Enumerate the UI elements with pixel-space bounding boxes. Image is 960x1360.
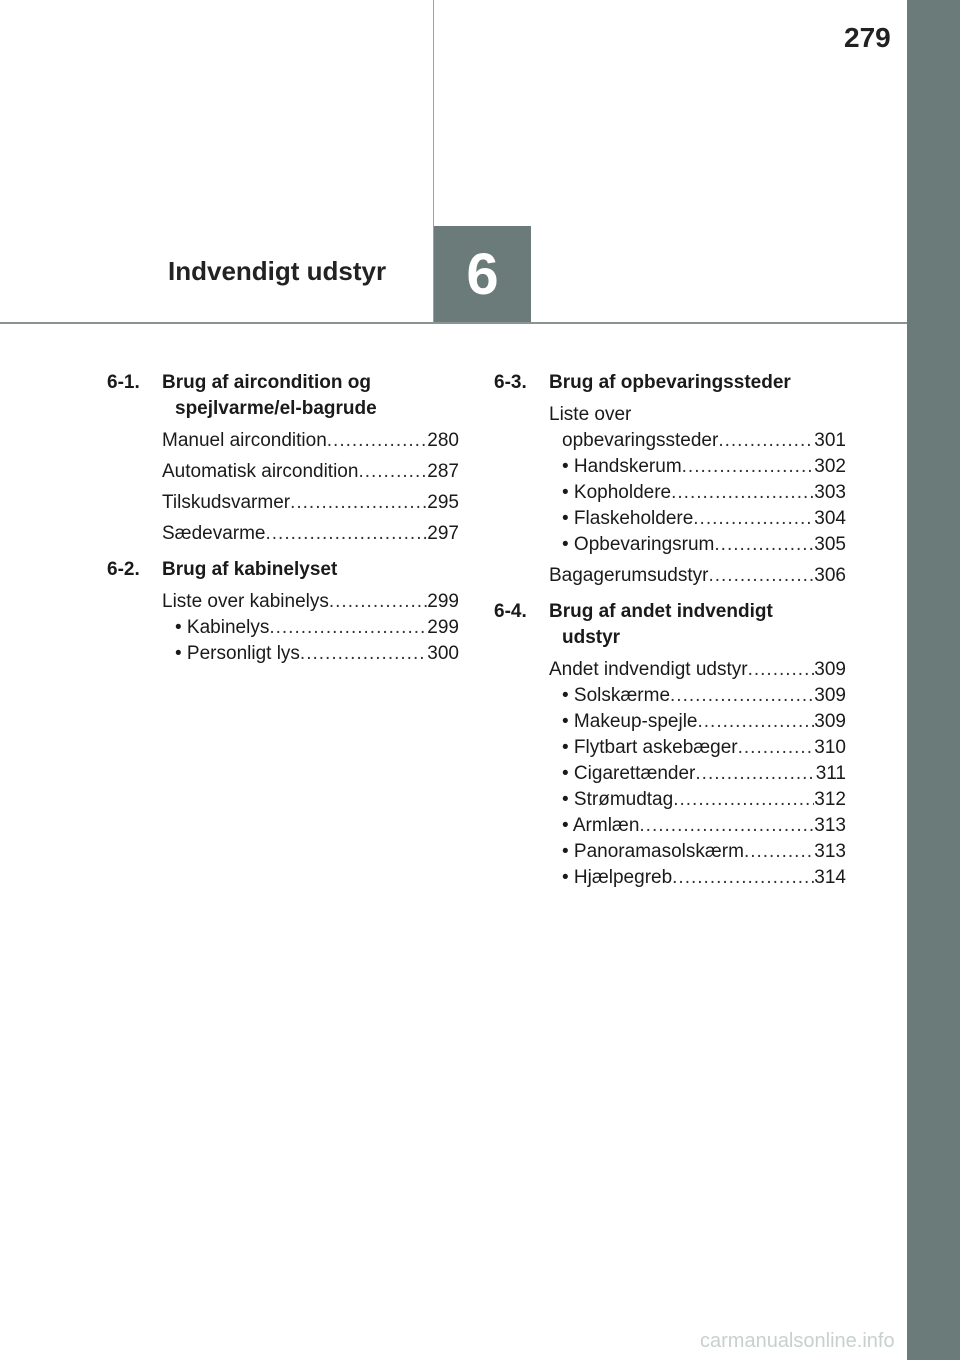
leader-dots (698, 709, 815, 735)
header-horizontal-rule (0, 322, 907, 324)
section-title (549, 599, 846, 651)
entry-page: 280 (427, 430, 459, 451)
entry-title: • Flaskeholdere (562, 508, 694, 529)
entry-title: • Opbevaringsrum (562, 534, 715, 555)
entry-page: 309 (814, 659, 846, 680)
toc-entry[interactable] (162, 641, 459, 667)
leader-dots (673, 787, 814, 813)
section-heading[interactable] (494, 599, 846, 651)
entry-page: 312 (814, 789, 846, 810)
entry-page: 314 (814, 867, 846, 888)
section-title-line-1: Brug af aircondition og (162, 372, 371, 393)
leader-dots (269, 615, 427, 641)
entry-page: 297 (427, 523, 459, 544)
toc-entry[interactable] (549, 532, 846, 558)
entry-title: • Kopholdere (562, 482, 672, 503)
toc-entry[interactable] (549, 657, 846, 683)
section-title-line-1: Brug af andet indvendigt (549, 601, 773, 622)
section-number: 6-4. (494, 601, 527, 622)
entry-title: • Kabinelys (175, 617, 270, 638)
leader-dots (290, 490, 427, 516)
section-number: 6-3. (494, 372, 527, 393)
toc-entry[interactable] (549, 865, 846, 891)
entry-title: • Panoramasolskærm (562, 841, 744, 862)
entry-title: • Flytbart askebæger (562, 737, 738, 758)
leader-dots (682, 454, 815, 480)
entry-page: 309 (814, 685, 846, 706)
entry-page: 299 (427, 617, 459, 638)
entry-page: 304 (814, 508, 846, 529)
toc-section-6-2 (107, 557, 459, 667)
leader-dots (300, 641, 427, 667)
entry-title: • Cigarettænder (562, 763, 696, 784)
section-title: Brug af opbevaringssteder (549, 372, 791, 393)
entry-title: • Solskærme (562, 685, 671, 706)
toc-section-6-1 (107, 370, 459, 547)
chapter-title: Indvendigt udstyr (168, 256, 387, 286)
entry-title: • Makeup-spejle (562, 711, 698, 732)
leader-dots (708, 563, 814, 589)
entry-title-line-1: Liste over (549, 404, 632, 425)
site-watermark: carmanualsonline.info (700, 1330, 895, 1352)
leader-dots (672, 865, 814, 891)
leader-dots (714, 532, 814, 558)
entry-page: 311 (815, 763, 846, 784)
toc-section-6-3 (494, 370, 846, 589)
leader-dots (639, 813, 814, 839)
toc-entry[interactable] (549, 787, 846, 813)
entry-title: Bagagerumsudstyr (549, 565, 709, 586)
leader-dots (358, 459, 427, 485)
section-title (162, 370, 459, 422)
entry-page: 299 (427, 591, 459, 612)
section-number: 6-2. (107, 559, 140, 580)
entry-title: opbevaringssteder (562, 430, 719, 451)
leader-dots (671, 480, 814, 506)
toc-section-6-4 (494, 599, 846, 891)
toc-entry[interactable] (162, 615, 459, 641)
toc-entry[interactable] (162, 428, 459, 454)
page-number: 279 (844, 22, 891, 53)
leader-dots (738, 735, 815, 761)
leader-dots (327, 428, 428, 454)
section-title-line-2: spejlvarme/el-bagrude (175, 398, 377, 419)
toc-entry[interactable] (549, 506, 846, 532)
toc-column-left (107, 370, 459, 677)
entry-page: 302 (814, 456, 846, 477)
chapter-number-badge (434, 226, 531, 322)
leader-dots (266, 521, 428, 547)
entry-page: 287 (427, 461, 459, 482)
section-number: 6-1. (107, 372, 140, 393)
entry-page: 313 (814, 815, 846, 836)
entry-title: • Personligt lys (175, 643, 300, 664)
leader-dots (670, 683, 814, 709)
entry-title: Automatisk aircondition (162, 461, 359, 482)
entry-page: 301 (814, 430, 846, 451)
entry-title: • Hjælpegreb (562, 867, 673, 888)
toc-entry[interactable] (162, 490, 459, 516)
entry-title: • Armlæn (562, 815, 640, 836)
section-heading[interactable] (107, 557, 459, 583)
section-heading[interactable] (494, 370, 846, 396)
leader-dots (695, 761, 815, 787)
section-title: Brug af kabinelyset (162, 559, 338, 580)
leader-dots (718, 428, 814, 454)
toc-entry[interactable] (549, 563, 846, 589)
entry-page: 306 (814, 565, 846, 586)
entry-title: Tilskudsvarmer (162, 492, 291, 513)
toc-entry[interactable] (549, 839, 846, 865)
entry-page: 303 (814, 482, 846, 503)
toc-entry[interactable] (549, 709, 846, 735)
entry-page: 295 (427, 492, 459, 513)
entry-page: 310 (814, 737, 846, 758)
toc-entry[interactable] (162, 589, 459, 615)
toc-entry[interactable] (162, 521, 459, 547)
entry-page: 305 (814, 534, 846, 555)
chapter-number: 6 (466, 241, 499, 307)
entry-page: 300 (427, 643, 459, 664)
entry-title: Manuel aircondition (162, 430, 327, 451)
toc-entry[interactable] (549, 454, 846, 480)
leader-dots (693, 506, 814, 532)
toc-entry[interactable] (162, 459, 459, 485)
toc-column-right (494, 370, 846, 901)
leader-dots (329, 589, 427, 615)
entry-title: • Strømudtag (562, 789, 674, 810)
entry-title: • Handskerum (562, 456, 682, 477)
toc-entry[interactable] (549, 761, 846, 787)
section-title-line-2: udstyr (562, 627, 621, 648)
entry-page: 309 (814, 711, 846, 732)
toc-entry[interactable] (549, 428, 846, 454)
toc-entry[interactable] (549, 813, 846, 839)
entry-title: Sædevarme (162, 523, 266, 544)
section-heading[interactable] (107, 370, 459, 422)
leader-dots (744, 839, 814, 865)
chapter-side-strip (907, 0, 960, 1360)
entry-title: Andet indvendigt udstyr (549, 659, 748, 680)
entry-page: 313 (814, 841, 846, 862)
toc-entry[interactable] (549, 683, 846, 709)
entry-title: Liste over kabinelys (162, 591, 329, 612)
toc-entry[interactable] (549, 480, 846, 506)
toc-entry[interactable] (549, 735, 846, 761)
leader-dots (748, 657, 815, 683)
